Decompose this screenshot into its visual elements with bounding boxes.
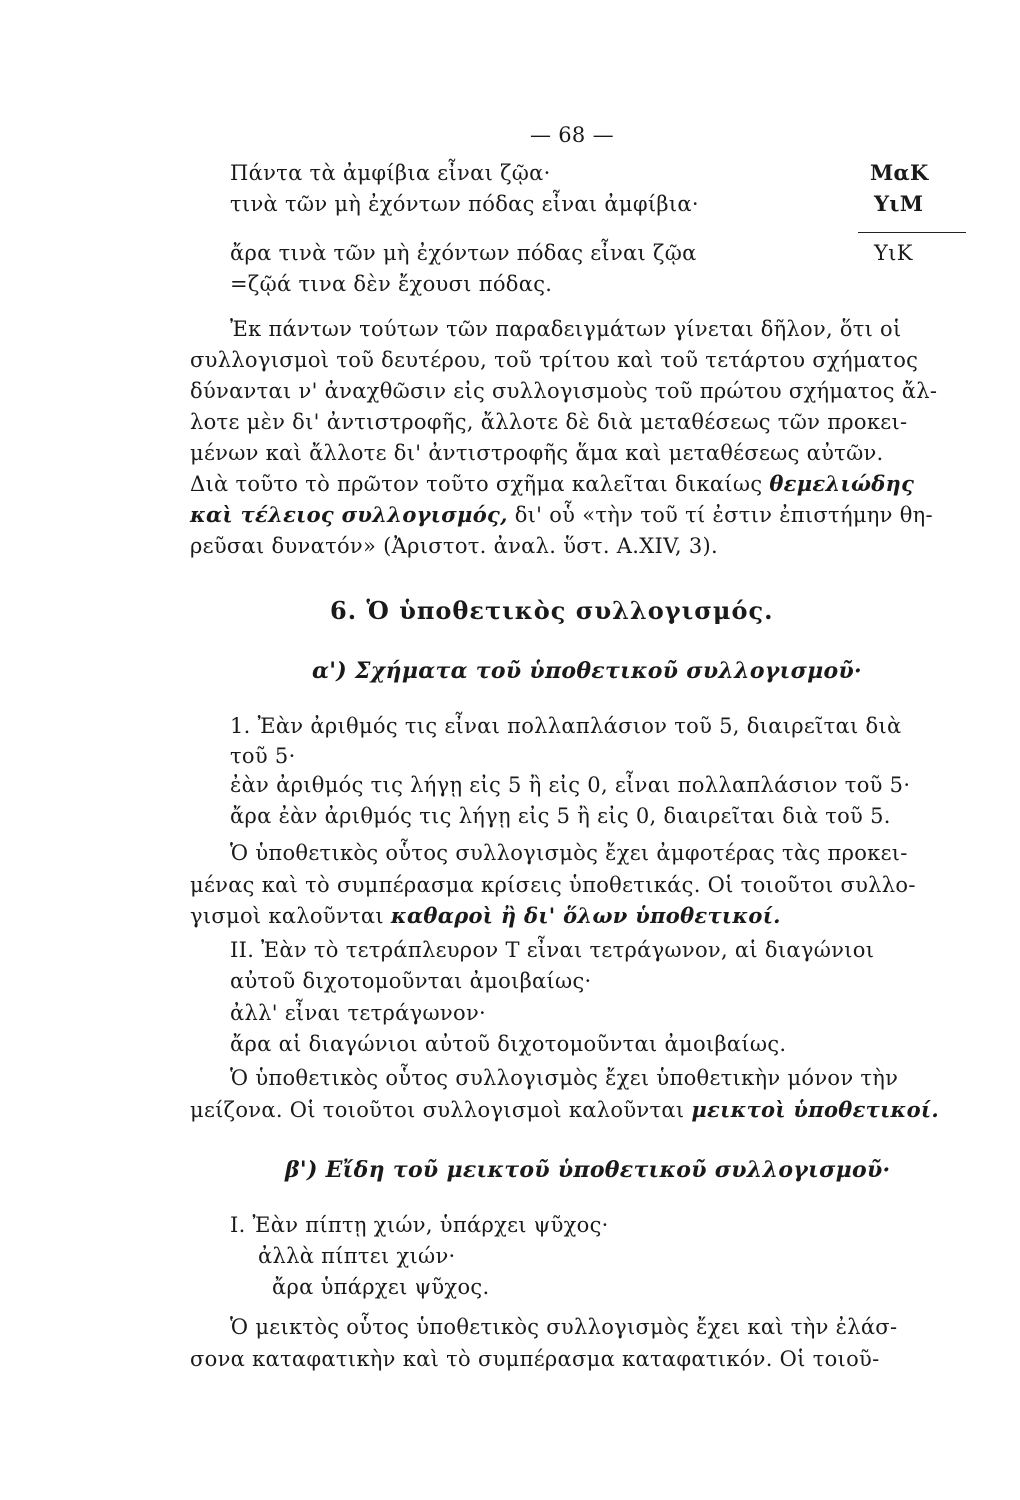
emphasis-term: μεικτοὶ ὑποθετικοί. (691, 1097, 939, 1122)
example-line: μένας καὶ τὸ συμπέρασμα κρίσεις ὑποθετικάς. Οἱ τοιοῦτοι συλλο- (190, 873, 916, 897)
paragraph-line: καὶ τέλειος συλλογισμός, δι' οὗ «τὴν τοῦ τί ἐστιν ἐπιστήμην θη- (190, 502, 933, 527)
example-line: Ὁ ὑποθετικὸς οὗτος συλλογισμὸς ἔχει ἀμφοτέρας τὰς προκει- (230, 841, 908, 865)
example-line: Ὁ μεικτὸς οὗτος ὑποθετικὸς συλλογισμὸς ἔχει καὶ τὴν ἐλάσ- (230, 1315, 898, 1339)
paragraph-line: ρεῦσαι δυνατόν» (Ἀριστοτ. ἀναλ. ὕστ. Α.XIV, 3). (190, 534, 718, 558)
example-line: μείζονα. Οἱ τοιοῦτοι συλλογισμοὶ καλοῦνται μεικτοὶ ὑποθετικοί. (190, 1097, 939, 1122)
term-notation-conclusion: ΥιΚ (874, 241, 913, 265)
emphasis-term: καὶ τέλειος συλλογισμός, (190, 502, 508, 527)
example-line: αὐτοῦ διχοτομοῦνται ἀμοιβαίως· (230, 969, 592, 993)
paragraph-line: συλλογισμοὶ τοῦ δευτέρου, τοῦ τρίτου καὶ τοῦ τετάρτου σχήματος (190, 348, 919, 372)
section-heading: 6. Ὁ ὑποθετικὸς συλλογισμός. (330, 596, 774, 625)
conclusion-rephrase: =ζῷά τινα δὲν ἔχουσι πόδας. (230, 272, 553, 296)
example-line: σονα καταφατικὴν καὶ τὸ συμπέρασμα καταφατικόν. Οἱ τοιοῦ- (190, 1347, 880, 1371)
paragraph-line: Ἐκ πάντων τούτων τῶν παραδειγμάτων γίνεται δῆλον, ὅτι οἱ (230, 317, 902, 341)
conclusion: ἄρα τινὰ τῶν μὴ ἐχόντων πόδας εἶναι ζῷα (230, 241, 697, 265)
example-line: Ὁ ὑποθετικὸς οὗτος συλλογισμὸς ἔχει ὑποθετικὴν μόνον τὴν (230, 1066, 899, 1090)
page-number: — 68 — (530, 123, 614, 147)
example-line: γισμοὶ καλοῦνται καθαροὶ ἢ δι' ὅλων ὑποθετικοί. (190, 903, 781, 928)
subheading-a: α') Σχήματα τοῦ ὑποθετικοῦ συλλογισμοῦ· (312, 658, 863, 684)
paragraph-line: λοτε μὲν δι' ἀντιστροφῆς, ἄλλοτε δὲ διὰ μεταθέσεως τῶν προκει- (190, 410, 908, 434)
paragraph-line: Διὰ τοῦτο τὸ πρῶτον τοῦτο σχῆμα καλεῖται δικαίως θεμελιώδης (190, 471, 915, 496)
example-line: I. Ἐὰν πίπτῃ χιών, ὑπάρχει ψῦχος· (230, 1213, 609, 1237)
example-line: ἀλλ' εἶναι τετράγωνον· (230, 1001, 486, 1025)
example-line: ἄρα αἱ διαγώνιοι αὐτοῦ διχοτομοῦνται ἀμοιβαίως. (230, 1032, 787, 1056)
example-line: ἄρα ὑπάρχει ψῦχος. (272, 1275, 490, 1299)
syllogism-rule (858, 232, 966, 233)
paragraph-line: δύνανται ν' ἀναχθῶσιν εἰς συλλογισμοὺς τοῦ πρώτου σχήματος ἄλ- (190, 379, 938, 403)
premise-minor: τινὰ τῶν μὴ ἐχόντων πόδας εἶναι ἀμφίβια· (230, 192, 699, 216)
term-notation-minor: ΥιΜ (874, 191, 924, 216)
emphasis-term: καθαροὶ ἢ δι' ὅλων ὑποθετικοί. (390, 903, 781, 928)
paragraph-line: μένων καὶ ἄλλοτε δι' ἀντιστροφῆς ἅμα καὶ μεταθέσεως αὐτῶν. (190, 441, 884, 465)
example-line: ἄρα ἐὰν ἀριθμός τις λήγῃ εἰς 5 ἢ εἰς 0, διαιρεῖται διὰ τοῦ 5. (230, 804, 891, 828)
term-notation-major: ΜαΚ (870, 160, 929, 185)
emphasis-term: θεμελιώδης (769, 471, 915, 496)
premise-major: Πάντα τὰ ἀμφίβια εἶναι ζῷα· (230, 161, 551, 185)
example-line: II. Ἐὰν τὸ τετράπλευρον Τ εἶναι τετράγωνον, αἱ διαγώνιοι (230, 938, 875, 962)
example-line: τοῦ 5· (230, 744, 296, 768)
example-line: ἐὰν ἀριθμός τις λήγῃ εἰς 5 ἢ εἰς 0, εἶναι πολλαπλάσιον τοῦ 5· (230, 773, 911, 797)
example-line: 1. Ἐὰν ἀριθμός τις εἶναι πολλαπλάσιον τοῦ 5, διαιρεῖται διὰ (230, 714, 902, 738)
subheading-b: β') Εἴδη τοῦ μεικτοῦ ὑποθετικοῦ συλλογισμοῦ· (285, 1157, 891, 1183)
example-line: ἀλλὰ πίπτει χιών· (258, 1244, 456, 1268)
